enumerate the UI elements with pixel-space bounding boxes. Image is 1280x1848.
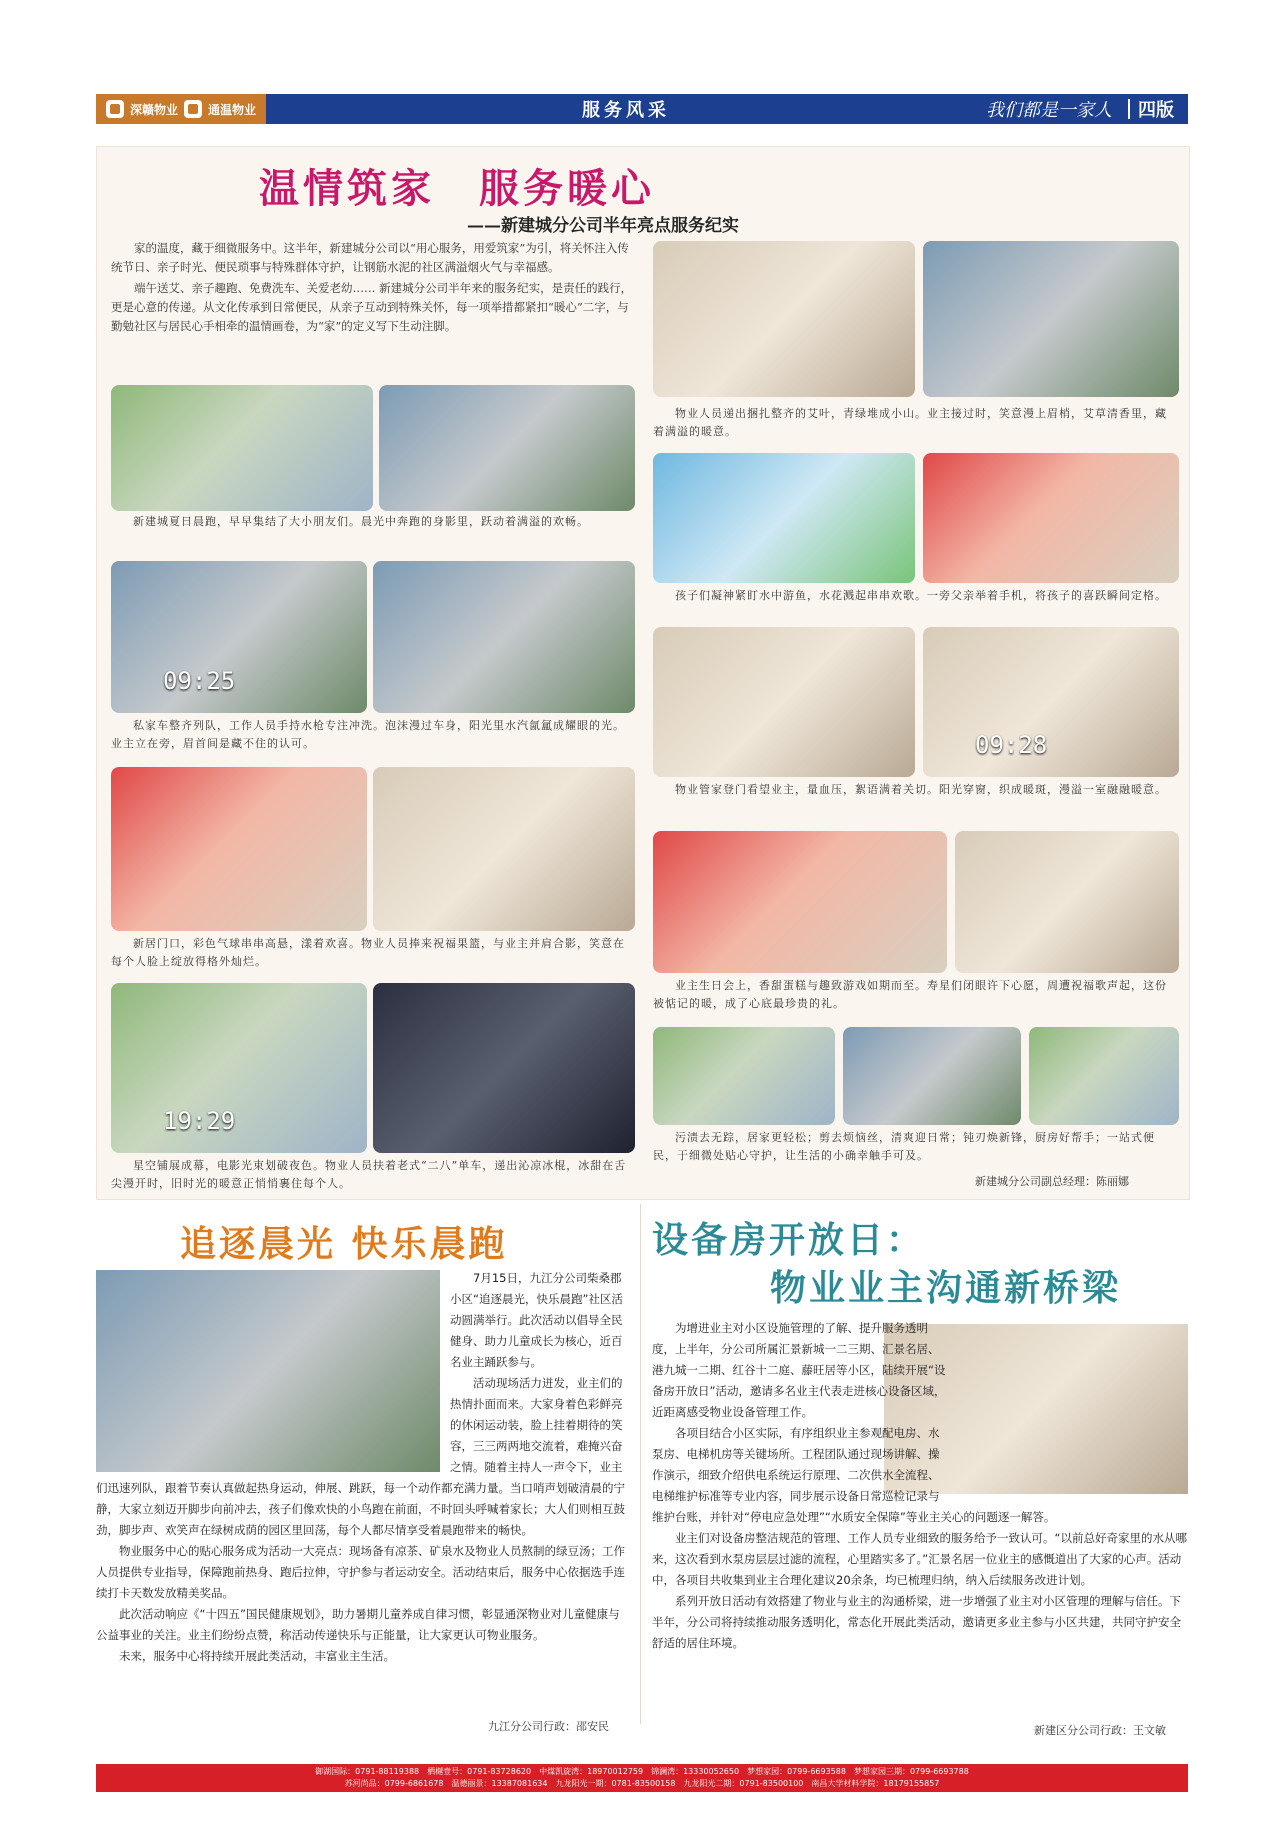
intro-paragraph: 端午送艾、亲子趣跑、免费洗车、关爱老幼…… 新建城分公司半年来的服务纪实，是责任的践行，更是心意的传递。从文化传承到日常便民，从亲子互动到特殊关怀，每一项举措都紧扣“暖心”二字，与勤勉社区与居民心手相牵的温情画卷，为“家”的定义写下生动注脚。 <box>111 281 633 333</box>
feature-title: 温情筑家 服务暖心 <box>259 165 655 212</box>
photo-birthday-cake <box>653 831 947 973</box>
article-paragraph: 未来，服务中心将持续开展此类活动，丰富业主生活。 <box>119 1649 395 1663</box>
section-title: 服务风采 <box>582 100 671 121</box>
article-run-title: 追逐晨光 快乐晨跑 <box>180 1223 508 1265</box>
article-open-body <box>652 1318 1188 1654</box>
photo-birthday-gift <box>955 831 1179 973</box>
caption-door: 新居门口，彩色气球串串高悬，漾着欢喜。物业人员捧来祝福果篮，与业主并肩合影，笑意在每个人脸上绽放得格外灿烂。 <box>111 937 625 968</box>
photo-popsicles <box>111 983 367 1153</box>
caption-birthday: 业主生日会上，香甜蛋糕与趣致游戏如期而至。寿星们闭眼许下心愿，周遭祝福歌声起，这份被惦记的暖，成了心底最珍贵的礼。 <box>653 979 1167 1010</box>
contact-footer <box>96 1764 1188 1792</box>
caption-service: 污渍去无踪，居家更轻松；剪去烦恼丝，清爽迎日常；钝刃焕新锋，厨房好帮手；一站式便民，于细微处贴心守护，让生活的小确幸触手可及。 <box>653 1131 1155 1162</box>
logo-text: 深赣物业 <box>130 102 179 117</box>
photo-outdoor-movie <box>373 983 635 1153</box>
article-open-title-line1: 设备房开放日： <box>652 1219 926 1261</box>
feature-intro <box>111 239 635 338</box>
header-divider <box>1128 99 1130 119</box>
intro-paragraph: 家的温度，藏于细微服务中。这半年，新建城分公司以“用心服务，用爱筑家”为引，将关怀注入传统节日、亲子时光、便民琐事与特殊群体守护，让钢筋水泥的社区满溢烟火气与幸福感。 <box>111 241 629 274</box>
page-header <box>96 94 1188 124</box>
photo-blood-pressure <box>923 627 1179 777</box>
photo-morning-run-road <box>379 385 635 511</box>
article-paragraph: 7月15日，九江分公司柴桑郡小区“追逐晨光，快乐晨跑”社区活动圆满举行。此次活动以倡导全民健身、助力儿童成长为核心，近百名业主踊跃参与。 <box>450 1271 623 1369</box>
photo-fish-pool <box>653 453 915 583</box>
article-open-credit: 新建区分公司行政：王文敏 <box>1034 1724 1166 1737</box>
caption-movie: 星空铺展成幕，电影光束划破夜色。物业人员扶着老式“二八”单车，递出沁凉冰棍，冰甜在舌尖漫开时，旧时光的暖意正悄悄裹住每个人。 <box>111 1159 627 1190</box>
article-run-body <box>96 1268 630 1667</box>
photo-fishing-banner <box>923 453 1179 583</box>
caption-fish: 孩子们凝神紧盯水中游鱼，水花溅起串串欢歌。一旁父亲举着手机，将孩子的喜跃瞬间定格。 <box>675 589 1167 602</box>
photo-mugwort-gift <box>923 241 1179 397</box>
photo-fruit-basket <box>373 767 635 931</box>
timestamp: 09:25 <box>163 667 236 695</box>
article-run-credit: 九江分公司行政：邵安民 <box>488 1720 609 1733</box>
photo-balloons-door <box>111 767 367 931</box>
photo-home-visit <box>653 627 915 777</box>
photo-staff-lineup <box>373 561 635 713</box>
footer-contacts-line2: 苏河尚品：0799-6861678 温德丽景：13387081634 九龙阳光一期：0781-83500158 九龙阳光二期：0791-83500100 南昌大学材料学院：18179155857 <box>344 1779 940 1788</box>
article-paragraph: 系列开放日活动有效搭建了物业与业主的沟通桥梁，进一步增强了业主对小区管理的理解与信任。下半年，分公司将持续推动服务透明化，常态化开展此类活动，邀请更多业主参与小区共建，共同守护安全舒适的居住环境。 <box>652 1594 1181 1650</box>
caption-aixiao: 物业人员递出捆扎整齐的艾叶，青绿堆成小山。业主接过时，笑意漫上眉梢，艾草清香里，藏着满溢的暖意。 <box>653 407 1167 438</box>
timestamp: 09:28 <box>975 731 1048 759</box>
photo-car-wash <box>111 561 367 713</box>
caption-visit: 物业管家登门看望业主，量血压，絮语满着关切。阳光穿窗，织成暖斑，漫溢一室融融暖意。 <box>675 783 1167 796</box>
caption-run: 新建城夏日晨跑，早早集结了大小朋友们。晨光中奔跑的身影里，跃动着满溢的欢畅。 <box>133 515 589 528</box>
slogan: 我们都是一家人 <box>986 100 1112 121</box>
feature-subtitle: ——新建城分公司半年亮点服务纪实 <box>467 216 739 236</box>
photo-spacer <box>948 1318 1188 1496</box>
article-paragraph: 业主们对设备房整洁规范的管理、工作人员专业细致的服务给予一致认可。“以前总好奇家里的水从哪来，这次看到水泵房层层过滤的流程，心里踏实多了。”汇景名居一位业主的感慨道出了大家的心声。活动中，各项目共收集到业主合理化建议20余条，均已梳理归纳，纳入后续服务改进计划。 <box>652 1531 1187 1587</box>
caption-wash: 私家车整齐列队，工作人员手持水枪专注冲洗。泡沫漫过车身，阳光里水汽氤氲成耀眼的光。业主立在旁，眉首间是藏不住的认可。 <box>111 719 625 750</box>
article-paragraph: 活动现场活力迸发，业主们的热情扑面而来。大家身着色彩鲜亮的休闲运动装，脸上挂着期待的笑容，三三两两地交流着，难掩兴奋之情。随着主持人一声令下，业主们迅速列队，跟着节奏认真做起热身运动，伸展、跳跃，每一个动作都充满力量。当口哨声划破清晨的宁静，大家立刻迈开脚步向前冲去，孩子们像欢快的小鸟跑在前面，不时回头呼喊着家长；大人们则相互鼓劲，脚步声、欢笑声在绿树成荫的园区里回荡，每个人都尽情享受着晨跑带来的畅快。 <box>96 1376 625 1537</box>
photo-service-haircut <box>1029 1027 1179 1125</box>
article-paragraph: 为增进业主对小区设施管理的了解、提升服务透明度，上半年，分公司所属汇景新城一二三期、汇景名居、港九城一二期、红谷十二庭、藤旺居等小区，陆续开展“设备房开放日”活动，邀请多名业主代表走进核心设备区域，近距离感受物业设备管理工作。 <box>652 1321 946 1419</box>
photo-service-police <box>653 1027 835 1125</box>
feature-credit: 新建城分公司副总经理：陈丽娜 <box>975 1175 1129 1188</box>
photo-mugwort-table <box>653 241 915 397</box>
logo-icon <box>106 100 124 118</box>
photo-service-street <box>843 1027 1021 1125</box>
logo-icon-2 <box>184 100 202 118</box>
logo <box>96 94 266 124</box>
article-paragraph: 物业服务中心的贴心服务成为活动一大亮点：现场备有凉茶、矿泉水及物业人员熬制的绿豆汤；工作人员提供专业指导，保障跑前热身、跑后拉伸，守护参与者运动安全。活动结束后，服务中心依据选手连续打卡天数发放精美奖品。 <box>96 1544 625 1600</box>
article-paragraph: 各项目结合小区实际，有序组织业主参观配电房、水泵房、电梯机房等关键场所。工程团队通过现场讲解、操作演示，细致介绍供电系统运行原理、二次供水全流程、电梯维护标准等专业内容，同步展示设备日常巡检记录与维护台账，并针对“停电应急处理”“水质安全保障”等业主关心的问题逐一解答。 <box>652 1426 1056 1524</box>
edition-label: 四版 <box>1138 100 1174 121</box>
photo-morning-run-group <box>111 385 373 511</box>
logo-text-2: 通温物业 <box>208 102 257 117</box>
photo-spacer <box>96 1268 450 1474</box>
column-divider <box>640 1204 641 1724</box>
feature-section <box>96 146 1190 1200</box>
article-open-title-line2: 物业业主沟通新桥梁 <box>770 1267 1122 1309</box>
timestamp: 19:29 <box>163 1107 236 1135</box>
footer-contacts-line1: 御湖国际：0791-88119388 栖樾壹号：0791-83728620 中煤凯旋湾：18970012759 锦澜湾：13330052650 梦想家园：0799-6693588 梦想家园三期：0799-6693788 <box>315 1767 969 1776</box>
article-paragraph: 此次活动响应《“十四五”国民健康规划》，助力暑期儿童养成自律习惯，彰显通深物业对儿童健康与公益事业的关注。业主们纷纷点赞，称活动传递快乐与正能量，让大家更认可物业服务。 <box>96 1607 620 1642</box>
